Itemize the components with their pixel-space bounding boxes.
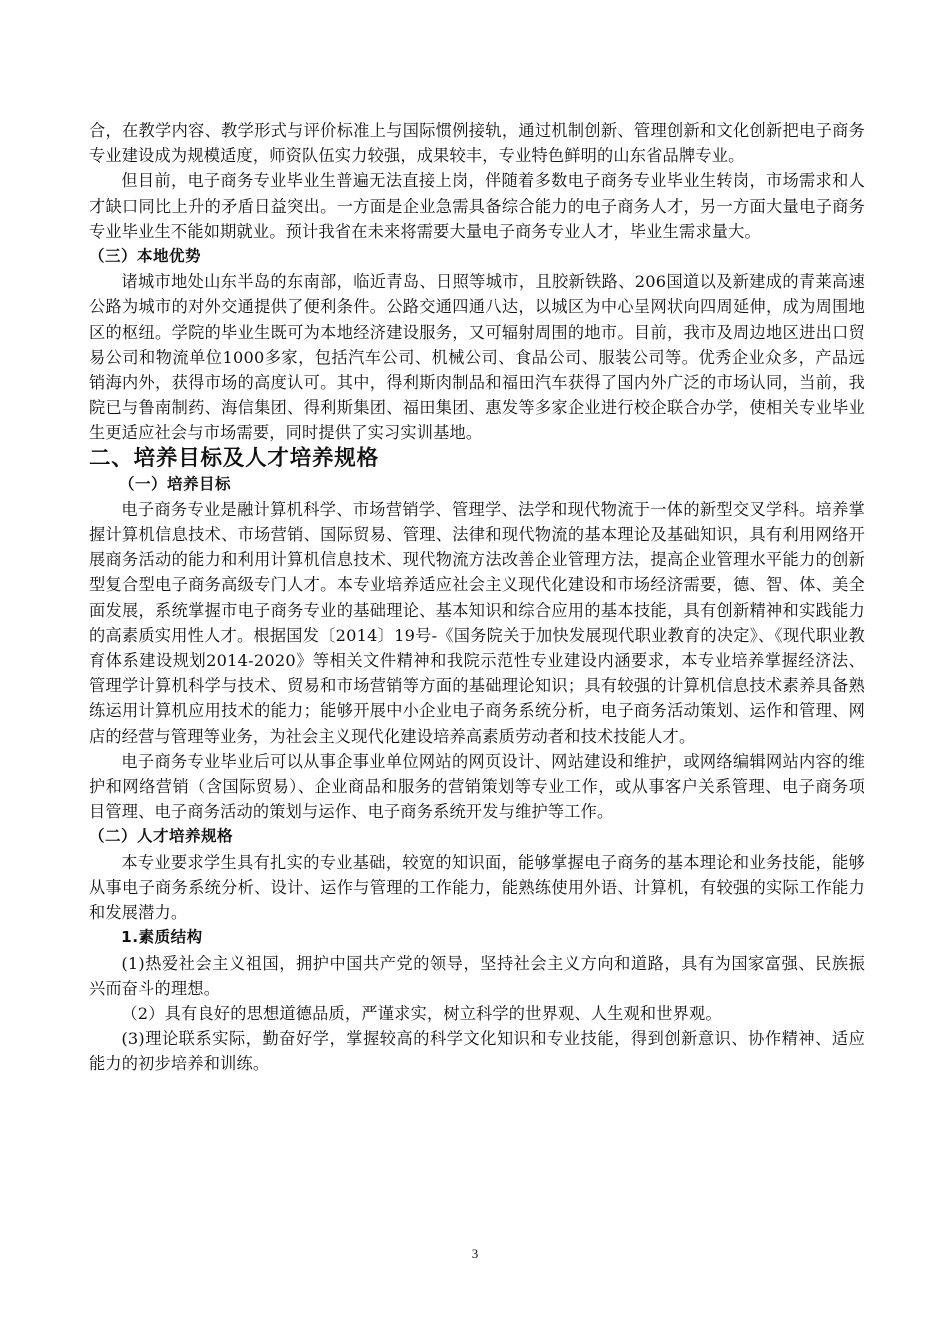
list-item-quality-2: （2）具有良好的思想道德品质，严谨求实，树立科学的世界观、人生观和世界观。 <box>121 1003 722 1023</box>
page-number: 3 <box>471 1246 479 1261</box>
heading-quality-structure: 1.素质结构 <box>121 928 203 947</box>
document-body <box>89 118 865 1077</box>
paragraph-talent-specification: 本专业要求学生具有扎实的专业基础，较宽的知识面，能够掌握电子商务的基本理论和业务技能，能够从事电子商务系统分析、设计、运作与管理的工作能力，能熟练使用外语、计算机，有较强的实际工作能力和发展潜力。 <box>89 852 865 923</box>
list-item-quality-3: (3)理论联系实际，勤奋好学，掌握较高的科学文化知识和专业技能，得到创新意识、协作精神、适应能力的初步培养和训练。 <box>89 1029 865 1074</box>
heading-training-goal: （一）培养目标 <box>119 474 232 493</box>
paragraph-training-goal: 电子商务专业是融计算机科学、市场营销学、管理学、法学和现代物流于一体的新型交叉学科。培养掌握计算机信息技术、市场营销、国际贸易、管理、法律和现代物流的基本理论及基础知识，具有利用网络开展商务活动的能力和利用计算机信息技术、现代物流方法改善企业管理方法，提高企业管理水平能力的创新型复合型电子商务高级专门人才。本专业培养适应社会主义现代化建设和市场经济需要，德、智、体、美全面发展，系统掌握市电子商务专业的基础理论、基本知识和综合应用的基本技能，具有创新精神和实践能力的高素质实用性人才。根据国发〔2014〕19号-《国务院关于加快发展现代职业教育的决定》、《现代职业教育体系建设规划2014-2020》等相关文件精神和我院示范性专业建设内涵要求，本专业培养掌握经济法、管理学计算机科学与技术、贸易和市场营销等方面的基础理论知识；具有较强的计算机信息技术素养具备熟练运用计算机应用技术的能力；能够开展中小企业电子商务系统分析，电子商务活动策划、运作和管理、网店的经营与管理等业务，为社会主义现代化建设培养高素质劳动者和技术技能人才。 <box>89 499 865 746</box>
list-item-quality-1: (1)热爱社会主义祖国，拥护中国共产党的领导，坚持社会主义方向和道路，具有为国家富强、民族振兴而奋斗的理想。 <box>89 953 865 998</box>
paragraph-career-directions: 电子商务专业毕业后可以从事企事业单位网站的网页设计、网站建设和维护，或网络编辑网站内容的维护和网络营销（含国际贸易）、企业商品和服务的营销策划等专业工作，或从事客户关系管理、电子商务项目管理、电子商务活动的策划与运作、电子商务系统开发与维护等工作。 <box>89 751 865 822</box>
heading-section-two: 二、培养目标及人才培养规格 <box>89 445 379 471</box>
heading-talent-specification: （二）人才培养规格 <box>89 827 234 846</box>
heading-local-advantage: （三）本地优势 <box>89 247 202 266</box>
paragraph-intro-continued: 合，在教学内容、教学形式与评价标准上与国际惯例接轨，通过机制创新、管理创新和文化创新把电子商务专业建设成为规模适度，师资队伍实力较强，成果较丰，专业特色鲜明的山东省品牌专业。 <box>89 121 865 166</box>
paragraph-local-advantage: 诸城市地处山东半岛的东南部，临近青岛、日照等城市，且胶新铁路、206国道以及新建成的青莱高速公路为城市的对外交通提供了便利条件。公路交通四通八达，以城区为中心呈网状向四周延伸，成为周围地区的枢纽。学院的毕业生既可为本地经济建设服务，又可辐射周围的地市。目前，我市及周边地区进出口贸易公司和物流单位1000多家，包括汽车公司、机械公司、食品公司、服装公司等。优秀企业众多，产品远销海内外，获得市场的高度认可。其中，得利斯肉制品和福田汽车获得了国内外广泛的市场认同，当前，我院已与鲁南制药、海信集团、得利斯集团、福田集团、惠发等多家企业进行校企联合办学，使相关专业毕业生更适应社会与市场需要，同时提供了实习实训基地。 <box>89 272 865 443</box>
paragraph-employment-situation: 但目前，电子商务专业毕业生普遍无法直接上岗，伴随着多数电子商务专业毕业生转岗，市场需求和人才缺口同比上升的矛盾日益突出。一方面是企业急需具备综合能力的电子商务人才，另一方面大量电子商务专业毕业生不能如期就业。预计我省在未来将需要大量电子商务专业人才，毕业生需求量大。 <box>89 171 865 241</box>
